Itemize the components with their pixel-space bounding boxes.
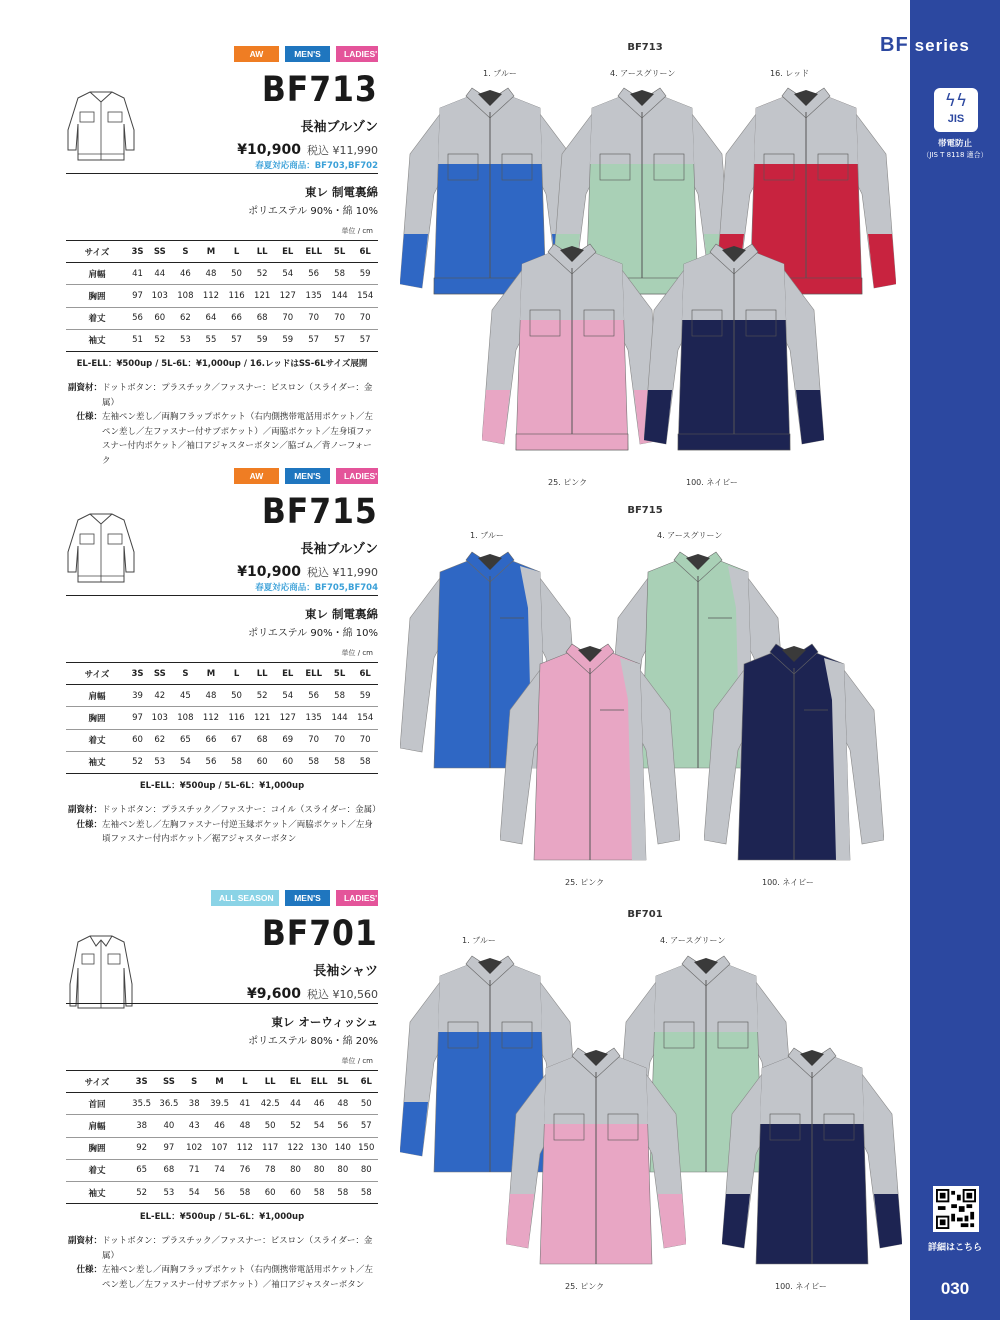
- price: [237, 561, 378, 580]
- materials-text: ドットボタン：プラスチック／ファスナー：ビスロン（スライダー：金属）: [102, 383, 373, 408]
- model-number: BF713: [262, 70, 378, 110]
- size-cell: 144: [327, 285, 353, 307]
- size-cell: 112: [198, 707, 224, 729]
- size-cell: 57: [352, 329, 378, 351]
- color-label: 4. アースグリーン: [657, 531, 723, 540]
- size-header-cell: ELL: [301, 241, 327, 263]
- size-cell: 108: [173, 285, 199, 307]
- related-products: 春夏対応商品：BF705,BF704: [255, 583, 378, 593]
- size-header-cell: 6L: [355, 1071, 378, 1093]
- size-row: [66, 685, 378, 707]
- product-type: 長袖シャツ: [313, 964, 378, 979]
- size-cell: 69: [275, 729, 301, 751]
- series-word: series: [914, 36, 970, 55]
- size-cell: 38: [128, 1115, 155, 1137]
- size-cell: 41: [128, 263, 147, 285]
- spec-text: 左袖ペン差し／左胸ファスナー付逆玉縁ポケット／両脇ポケット／左身頃ファスナー付内ポケット／裾アジャスターボタン: [102, 819, 373, 844]
- size-cell: 53: [173, 329, 199, 351]
- photo-title-bf715: BF715: [627, 505, 663, 516]
- size-header-cell: L: [233, 1071, 256, 1093]
- size-row-label: 胸囲: [66, 707, 128, 729]
- size-cell: 56: [301, 685, 327, 707]
- size-cell: 117: [257, 1137, 284, 1159]
- size-cell: 53: [155, 1181, 182, 1203]
- size-row-label: 胸囲: [66, 285, 128, 307]
- size-cell: 56: [206, 1181, 233, 1203]
- size-header-cell: L: [224, 241, 250, 263]
- garment-sketch: [66, 512, 136, 588]
- size-cell: 58: [327, 685, 353, 707]
- size-note: EL-ELL：¥500up / 5L-6L：¥1,000up: [139, 1212, 305, 1222]
- size-header-cell: 3S: [128, 663, 147, 685]
- size-cell: 127: [275, 285, 301, 307]
- size-cell: 53: [147, 751, 173, 773]
- size-header-label: サイズ: [66, 1071, 128, 1093]
- size-cell: 54: [275, 263, 301, 285]
- size-header-cell: SS: [147, 663, 173, 685]
- size-cell: 121: [249, 707, 275, 729]
- lightning-icon: ϟϟ: [944, 91, 968, 111]
- price-tax: 税込 ¥11,990: [307, 144, 378, 157]
- spec-label: 仕様：: [76, 1265, 102, 1275]
- size-cell: 48: [198, 263, 224, 285]
- size-cell: 68: [249, 307, 275, 329]
- garment-sketch: [66, 934, 136, 1010]
- materials-label: 副資材：: [67, 383, 102, 393]
- size-row-label: 袖丈: [66, 329, 128, 351]
- category-badges: [234, 468, 378, 484]
- size-cell: 112: [233, 1137, 256, 1159]
- size-header-cell: M: [198, 663, 224, 685]
- materials-text: ドットボタン：プラスチック／ファスナー：コイル（スライダー：金属）: [102, 805, 381, 815]
- fabric-name: 東レ オーウィッシュ: [271, 1015, 378, 1029]
- size-cell: 58: [355, 1181, 378, 1203]
- size-header-cell: S: [183, 1071, 206, 1093]
- garment-sketch: [66, 90, 136, 166]
- size-cell: 65: [128, 1159, 155, 1181]
- color-label: 16. レッド: [770, 69, 810, 78]
- product-type: 長袖ブルゾン: [300, 120, 378, 135]
- size-cell: 52: [128, 751, 147, 773]
- size-cell: 60: [275, 751, 301, 773]
- qr-code[interactable]: [933, 1186, 979, 1232]
- sidebar-band: [910, 0, 1000, 1320]
- size-cell: 107: [206, 1137, 233, 1159]
- size-cell: 48: [198, 685, 224, 707]
- badge-ladies: LADIES': [336, 468, 378, 484]
- size-cell: 39.5: [206, 1093, 233, 1115]
- size-cell: 154: [352, 285, 378, 307]
- price-value: ¥10,900: [237, 142, 302, 158]
- size-cell: 36.5: [155, 1093, 182, 1115]
- size-header-cell: 3S: [128, 1071, 155, 1093]
- spec-block: [66, 1234, 380, 1292]
- size-cell: 65: [173, 729, 199, 751]
- garment-photo-pink: [482, 240, 662, 468]
- materials-label: 副資材：: [67, 1236, 102, 1246]
- size-header-cell: M: [206, 1071, 233, 1093]
- size-cell: 74: [206, 1159, 233, 1181]
- size-row-label: 袖丈: [66, 751, 128, 773]
- size-cell: 102: [183, 1137, 206, 1159]
- badge-mens: MEN'S: [285, 468, 330, 484]
- badge-aw: AW: [234, 46, 279, 62]
- price-tax: 税込 ¥10,560: [307, 988, 378, 1001]
- size-header-label: サイズ: [66, 241, 128, 263]
- size-header-row: [66, 663, 378, 685]
- color-label: 1. ブルー: [470, 531, 504, 540]
- size-cell: 58: [307, 1181, 331, 1203]
- qr-label: 詳細はこちら: [927, 1243, 982, 1253]
- size-cell: 58: [331, 1181, 354, 1203]
- fabric-composition: ポリエステル 90%・綿 10%: [248, 206, 378, 217]
- badge-all-season: ALL SEASON: [211, 890, 279, 906]
- size-row: [66, 263, 378, 285]
- jis-label: JIS: [947, 113, 965, 125]
- size-row-label: 着丈: [66, 729, 128, 751]
- size-cell: 50: [224, 685, 250, 707]
- size-header-cell: EL: [284, 1071, 307, 1093]
- size-header-row: [66, 241, 378, 263]
- size-cell: 135: [301, 707, 327, 729]
- size-cell: 52: [284, 1115, 307, 1137]
- size-cell: 59: [275, 329, 301, 351]
- size-row-label: 肩幅: [66, 263, 128, 285]
- size-cell: 39: [128, 685, 147, 707]
- size-cell: 50: [257, 1115, 284, 1137]
- size-cell: 58: [327, 751, 353, 773]
- size-cell: 50: [355, 1093, 378, 1115]
- size-cell: 57: [301, 329, 327, 351]
- size-cell: 54: [173, 751, 199, 773]
- size-cell: 68: [155, 1159, 182, 1181]
- size-cell: 40: [155, 1115, 182, 1137]
- size-note: EL-ELL：¥500up / 5L-6L：¥1,000up: [139, 781, 305, 791]
- size-cell: 150: [355, 1137, 378, 1159]
- size-header-cell: S: [173, 663, 199, 685]
- model-number: BF701: [262, 914, 378, 954]
- size-cell: 60: [284, 1181, 307, 1203]
- size-cell: 41: [233, 1093, 256, 1115]
- color-label: 25. ピンク: [565, 878, 605, 887]
- size-header-cell: EL: [275, 241, 301, 263]
- color-label: 1. ブルー: [483, 69, 517, 78]
- size-cell: 92: [128, 1137, 155, 1159]
- size-row: [66, 1159, 378, 1181]
- size-header-cell: 5L: [331, 1071, 354, 1093]
- size-cell: 59: [249, 329, 275, 351]
- size-cell: 97: [155, 1137, 182, 1159]
- materials-text: ドットボタン：プラスチック／ファスナー：ビスロン（スライダー：金属）: [102, 1236, 373, 1261]
- size-cell: 44: [147, 263, 173, 285]
- size-cell: 70: [352, 307, 378, 329]
- fabric-name: 東レ 制電裏綿: [304, 607, 378, 621]
- size-cell: 70: [301, 729, 327, 751]
- photo-title-bf713: BF713: [627, 42, 663, 53]
- color-label: 100. ネイビー: [775, 1282, 827, 1291]
- garment-photo-pink: [506, 1044, 686, 1272]
- size-row-label: 肩幅: [66, 1115, 128, 1137]
- size-cell: 68: [249, 729, 275, 751]
- size-cell: 60: [128, 729, 147, 751]
- size-cell: 58: [224, 751, 250, 773]
- size-row: [66, 729, 378, 751]
- size-row: [66, 1181, 378, 1203]
- size-cell: 80: [307, 1159, 331, 1181]
- size-header-cell: 5L: [327, 241, 353, 263]
- size-cell: 66: [224, 307, 250, 329]
- size-cell: 46: [173, 263, 199, 285]
- product-type: 長袖ブルゾン: [300, 542, 378, 557]
- spec-label: 仕様：: [76, 412, 102, 422]
- size-cell: 46: [206, 1115, 233, 1137]
- spec-text: 左袖ペン差し／両胸フラップポケット（右内側携帯電話用ポケット／左ペン差し／左ファスナー付サブポケット）／袖口アジャスターボタン: [102, 1265, 373, 1290]
- size-header-cell: 5L: [327, 663, 353, 685]
- size-cell: 56: [301, 263, 327, 285]
- size-row: [66, 285, 378, 307]
- size-header-cell: ELL: [307, 1071, 331, 1093]
- size-cell: 140: [331, 1137, 354, 1159]
- size-cell: 154: [352, 707, 378, 729]
- badge-mens: MEN'S: [285, 890, 330, 906]
- size-header-cell: SS: [155, 1071, 182, 1093]
- size-cell: 78: [257, 1159, 284, 1181]
- category-badges: [211, 890, 378, 906]
- spec-label: 仕様：: [76, 819, 102, 830]
- size-cell: 97: [128, 707, 147, 729]
- size-cell: 62: [173, 307, 199, 329]
- price: [247, 983, 378, 1002]
- size-cell: 59: [352, 263, 378, 285]
- jis-antistatic-icon: [934, 88, 978, 132]
- size-table: [66, 662, 378, 774]
- size-cell: 135: [301, 285, 327, 307]
- size-row: [66, 707, 378, 729]
- garment-photo-navy: [644, 240, 824, 468]
- badge-mens: MEN'S: [285, 46, 330, 62]
- model-number: BF715: [262, 492, 378, 532]
- size-cell: 127: [275, 707, 301, 729]
- size-header-cell: LL: [249, 663, 275, 685]
- size-cell: 54: [307, 1115, 331, 1137]
- spec-text: 左袖ペン差し／両胸フラップポケット（右内側携帯電話用ポケット／左ペン差し／左ファスナー付サブポケット）／両脇ポケット／左身頃ファスナー付内ポケット／袖口アジャスターボタン／脇ゴム／背ノーフォーク: [102, 412, 373, 466]
- size-cell: 66: [198, 729, 224, 751]
- garment-photo-navy: [722, 1044, 902, 1272]
- size-cell: 54: [183, 1181, 206, 1203]
- spec-block: [66, 803, 380, 847]
- size-cell: 45: [173, 685, 199, 707]
- antistatic-label: [915, 139, 995, 161]
- spec-block: [66, 381, 380, 468]
- antistatic-note: （JIS T 8118 適合）: [922, 151, 988, 159]
- series-prefix: BF: [880, 34, 909, 56]
- size-row: [66, 1115, 378, 1137]
- size-cell: 116: [224, 285, 250, 307]
- size-cell: 64: [198, 307, 224, 329]
- size-cell: 70: [327, 307, 353, 329]
- color-label: 25. ピンク: [565, 1282, 605, 1291]
- size-cell: 35.5: [128, 1093, 155, 1115]
- size-cell: 43: [183, 1115, 206, 1137]
- size-header-cell: SS: [147, 241, 173, 263]
- size-header-row: [66, 1071, 378, 1093]
- size-cell: 50: [224, 263, 250, 285]
- materials-label: 副資材：: [67, 805, 102, 815]
- size-cell: 56: [128, 307, 147, 329]
- size-cell: 57: [224, 329, 250, 351]
- size-cell: 76: [233, 1159, 256, 1181]
- size-row: [66, 1093, 378, 1115]
- size-row: [66, 1137, 378, 1159]
- garment-photo-pink: [500, 640, 680, 868]
- size-cell: 80: [331, 1159, 354, 1181]
- page-number: 030: [940, 1279, 970, 1298]
- fabric-composition: ポリエステル 80%・綿 20%: [248, 1036, 378, 1047]
- unit-label: 単位 / cm: [341, 1057, 373, 1065]
- size-cell: 52: [249, 263, 275, 285]
- size-cell: 80: [284, 1159, 307, 1181]
- price-tax: 税込 ¥11,990: [307, 566, 378, 579]
- size-cell: 51: [128, 329, 147, 351]
- size-header-cell: LL: [257, 1071, 284, 1093]
- size-header-cell: LL: [249, 241, 275, 263]
- size-header-cell: 3S: [128, 241, 147, 263]
- qr-code-icon: [936, 1189, 976, 1229]
- size-cell: 70: [301, 307, 327, 329]
- size-cell: 70: [327, 729, 353, 751]
- size-row-label: 首回: [66, 1093, 128, 1115]
- size-cell: 122: [284, 1137, 307, 1159]
- size-cell: 57: [327, 329, 353, 351]
- size-cell: 58: [352, 751, 378, 773]
- size-cell: 59: [352, 685, 378, 707]
- size-cell: 52: [147, 329, 173, 351]
- size-cell: 42.5: [257, 1093, 284, 1115]
- size-cell: 38: [183, 1093, 206, 1115]
- size-cell: 80: [355, 1159, 378, 1181]
- color-label: 4. アースグリーン: [660, 936, 726, 945]
- size-cell: 52: [249, 685, 275, 707]
- size-row: [66, 307, 378, 329]
- divider: [66, 595, 378, 596]
- size-cell: 46: [307, 1093, 331, 1115]
- size-cell: 48: [233, 1115, 256, 1137]
- antistatic-title: 帯電防止: [937, 139, 972, 149]
- size-cell: 103: [147, 707, 173, 729]
- size-row-label: 胸囲: [66, 1137, 128, 1159]
- size-row-label: 肩幅: [66, 685, 128, 707]
- size-cell: 108: [173, 707, 199, 729]
- size-row-label: 着丈: [66, 307, 128, 329]
- size-cell: 144: [327, 707, 353, 729]
- size-cell: 56: [331, 1115, 354, 1137]
- size-row-label: 着丈: [66, 1159, 128, 1181]
- photo-title-bf701: BF701: [627, 909, 663, 920]
- size-cell: 70: [352, 729, 378, 751]
- badge-aw: AW: [234, 468, 279, 484]
- size-cell: 103: [147, 285, 173, 307]
- size-cell: 112: [198, 285, 224, 307]
- size-cell: 62: [147, 729, 173, 751]
- size-cell: 58: [327, 263, 353, 285]
- size-note: EL-ELL：¥500up / 5L-6L：¥1,000up / 16.レッドはSS-6Lサイズ展開: [76, 359, 368, 369]
- size-cell: 60: [257, 1181, 284, 1203]
- unit-label: 単位 / cm: [341, 227, 373, 235]
- size-row: [66, 751, 378, 773]
- size-header-cell: S: [173, 241, 199, 263]
- divider: [66, 173, 378, 174]
- badge-ladies: LADIES': [336, 890, 378, 906]
- color-label: 100. ネイビー: [762, 878, 814, 887]
- size-header-cell: ELL: [301, 663, 327, 685]
- color-label: 4. アースグリーン: [610, 69, 676, 78]
- size-row-label: 袖丈: [66, 1181, 128, 1203]
- size-cell: 55: [198, 329, 224, 351]
- size-cell: 71: [183, 1159, 206, 1181]
- price-value: ¥10,900: [237, 564, 302, 580]
- size-cell: 116: [224, 707, 250, 729]
- price: [237, 139, 378, 158]
- size-header-label: サイズ: [66, 663, 128, 685]
- size-cell: 52: [128, 1181, 155, 1203]
- size-cell: 70: [275, 307, 301, 329]
- size-table: [66, 240, 378, 352]
- size-cell: 58: [301, 751, 327, 773]
- size-cell: 60: [147, 307, 173, 329]
- size-cell: 121: [249, 285, 275, 307]
- color-label: 25. ピンク: [548, 478, 588, 487]
- related-products: 春夏対応商品：BF703,BF702: [255, 161, 378, 171]
- size-row: [66, 329, 378, 351]
- unit-label: 単位 / cm: [341, 649, 373, 657]
- size-cell: 58: [233, 1181, 256, 1203]
- size-cell: 48: [331, 1093, 354, 1115]
- size-table: [66, 1070, 378, 1204]
- fabric-name: 東レ 制電裏綿: [304, 185, 378, 199]
- size-header-cell: M: [198, 241, 224, 263]
- price-value: ¥9,600: [246, 986, 302, 1002]
- color-label: 100. ネイビー: [686, 478, 738, 487]
- size-header-cell: L: [224, 663, 250, 685]
- size-cell: 67: [224, 729, 250, 751]
- garment-photo-navy: [704, 640, 884, 868]
- category-badges: [234, 46, 378, 62]
- size-cell: 130: [307, 1137, 331, 1159]
- color-label: 1. ブルー: [462, 936, 496, 945]
- fabric-composition: ポリエステル 90%・綿 10%: [248, 628, 378, 639]
- badge-ladies: LADIES': [336, 46, 378, 62]
- size-header-cell: 6L: [352, 663, 378, 685]
- size-header-cell: EL: [275, 663, 301, 685]
- size-cell: 42: [147, 685, 173, 707]
- size-cell: 57: [355, 1115, 378, 1137]
- size-cell: 56: [198, 751, 224, 773]
- size-cell: 44: [284, 1093, 307, 1115]
- size-header-cell: 6L: [352, 241, 378, 263]
- size-cell: 97: [128, 285, 147, 307]
- divider: [66, 1003, 378, 1004]
- size-cell: 54: [275, 685, 301, 707]
- size-cell: 60: [249, 751, 275, 773]
